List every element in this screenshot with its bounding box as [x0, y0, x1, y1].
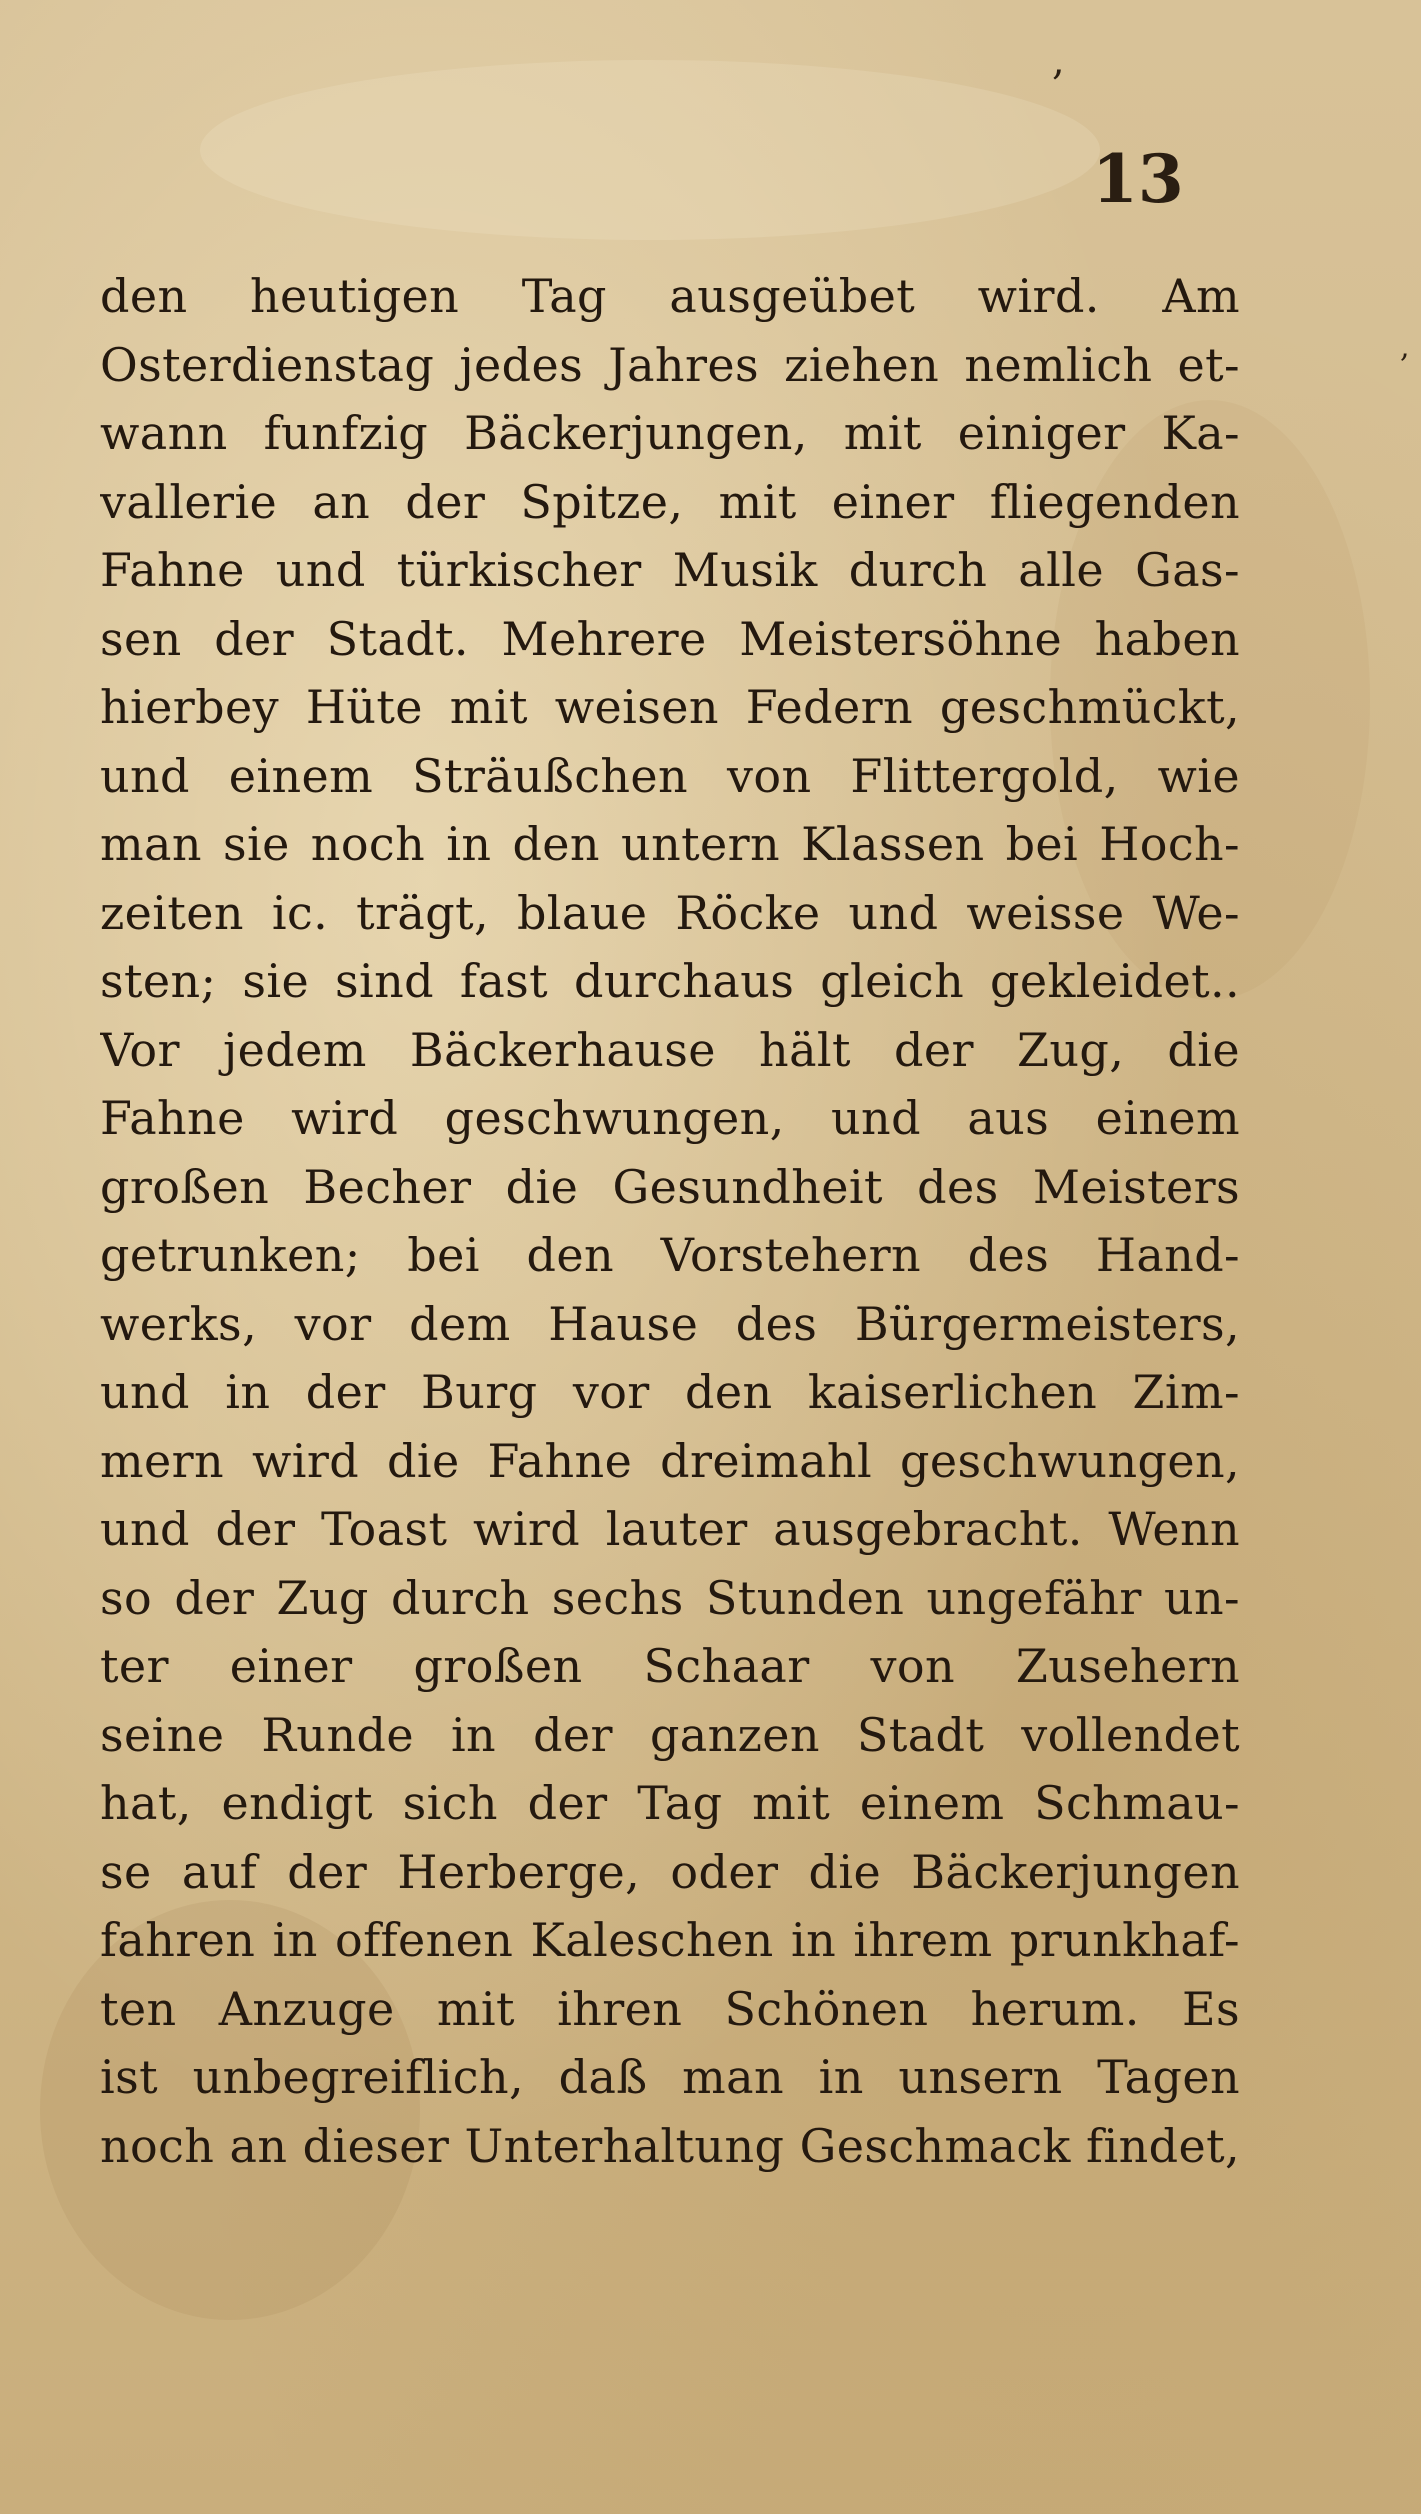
- text-line: den heutigen Tag ausgeübet wird. Am: [100, 269, 1240, 323]
- text-line: ten Anzuge mit ihren Schönen herum. Es: [100, 1981, 1240, 2036]
- body-text: [100, 262, 1240, 2180]
- text-line: man sie noch in den untern Klassen bei Hoch-: [100, 817, 1240, 871]
- text-line: se auf der Herberge, oder die Bäckerjungen: [100, 1844, 1240, 1899]
- page-number: 13: [1092, 140, 1184, 218]
- text-line: und der Toast wird lauter ausgebracht. Wenn: [100, 1502, 1240, 1556]
- text-line: Osterdienstag jedes Jahres ziehen nemlich et-: [100, 337, 1240, 392]
- text-line: großen Becher die Gesundheit des Meisters: [100, 1159, 1240, 1214]
- text-line: und einem Sträußchen von Flittergold, wie: [100, 748, 1240, 803]
- text-line: hierbey Hüte mit weisen Federn geschmückt,: [100, 680, 1240, 734]
- text-line: seine Runde in der ganzen Stadt vollendet: [100, 1707, 1240, 1762]
- ink-speck: ,: [1400, 330, 1410, 365]
- paper-stain: [200, 60, 1100, 240]
- text-line: hat, endigt sich der Tag mit einem Schmau-: [100, 1776, 1240, 1830]
- text-line: fahren in offenen Kaleschen in ihrem prunkhaf-: [100, 1913, 1240, 1967]
- text-line: und in der Burg vor den kaiserlichen Zim-: [100, 1365, 1240, 1419]
- text-line: vallerie an der Spitze, mit einer fliegenden: [100, 474, 1240, 529]
- text-line: Vor jedem Bäckerhause hält der Zug, die: [100, 1022, 1240, 1077]
- text-line: mern wird die Fahne dreimahl geschwungen,: [100, 1433, 1240, 1488]
- text-line: wann funfzig Bäckerjungen, mit einiger Ka-: [100, 406, 1240, 460]
- ink-speck: ,: [1052, 38, 1065, 84]
- text-line: ist unbegreiflich, daß man in unsern Tagen: [100, 2050, 1240, 2104]
- text-line: werks, vor dem Hause des Bürgermeisters,: [100, 1296, 1240, 1351]
- text-line: zeiten ic. trägt, blaue Röcke und weisse We-: [100, 885, 1240, 940]
- text-line: so der Zug durch sechs Stunden ungefähr un-: [100, 1570, 1240, 1625]
- text-line: sten; sie sind fast durchaus gleich gekleidet..: [100, 954, 1240, 1008]
- text-line: ter einer großen Schaar von Zusehern: [100, 1639, 1240, 1693]
- text-line: Fahne und türkischer Musik durch alle Gas-: [100, 543, 1240, 597]
- text-line: Fahne wird geschwungen, und aus einem: [100, 1091, 1240, 1145]
- text-line: sen der Stadt. Mehrere Meistersöhne haben: [100, 611, 1240, 666]
- text-line: getrunken; bei den Vorstehern des Hand-: [100, 1228, 1240, 1282]
- text-line: noch an dieser Unterhaltung Geschmack findet,: [100, 2118, 1240, 2173]
